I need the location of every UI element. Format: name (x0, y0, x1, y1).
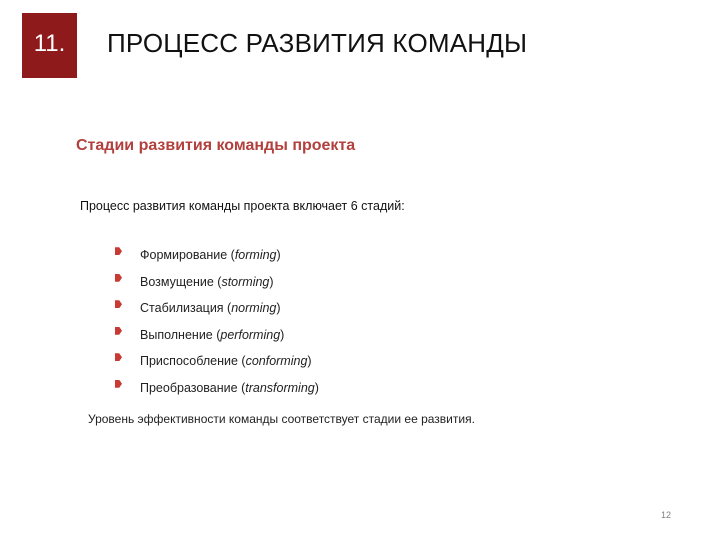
slide-number-badge (22, 13, 77, 78)
stages-list (115, 242, 319, 401)
stage-item: Приспособление ( conforming ) (115, 348, 319, 375)
bullet-icon (115, 380, 122, 388)
stage-ru: Стабилизация (140, 301, 224, 316)
stage-ru: Возмущение (140, 274, 214, 289)
stage-item: Формирование ( forming ) (115, 242, 319, 269)
page-number: 12 (661, 510, 672, 520)
slide-number: 11. (33, 30, 66, 57)
stage-item: Возмущение ( storming ) (115, 269, 319, 296)
stage-ru: Преобразование (140, 380, 238, 395)
stage-ru: Выполнение (140, 327, 213, 342)
stage-en: forming (234, 248, 277, 263)
summary-text: Уровень эффективности команды соответствует стадии ее развития. (88, 412, 475, 426)
stage-ru: Приспособление (140, 354, 238, 369)
stage-en: performing (220, 327, 281, 342)
stage-item: Преобразование ( transforming ) (115, 375, 319, 402)
stage-en: storming (221, 274, 270, 289)
stage-item: Стабилизация ( norming ) (115, 295, 319, 322)
stage-en: norming (231, 301, 277, 316)
stage-item: Выполнение ( performing ) (115, 322, 319, 349)
section-subtitle: Стадии развития команды проекта (76, 137, 356, 154)
bullet-icon (115, 247, 122, 255)
stage-en: transforming (245, 380, 315, 395)
stage-en: conforming (245, 354, 308, 369)
page-title: ПРОЦЕСС РАЗВИТИЯ КОМАНДЫ (107, 28, 528, 58)
intro-text: Процесс развития команды проекта включает 6 стадий: (80, 199, 405, 213)
stage-ru: Формирование (140, 248, 228, 263)
bullet-icon (115, 327, 122, 335)
bullet-icon (115, 274, 122, 282)
bullet-icon (115, 300, 122, 308)
bullet-icon (115, 353, 122, 361)
